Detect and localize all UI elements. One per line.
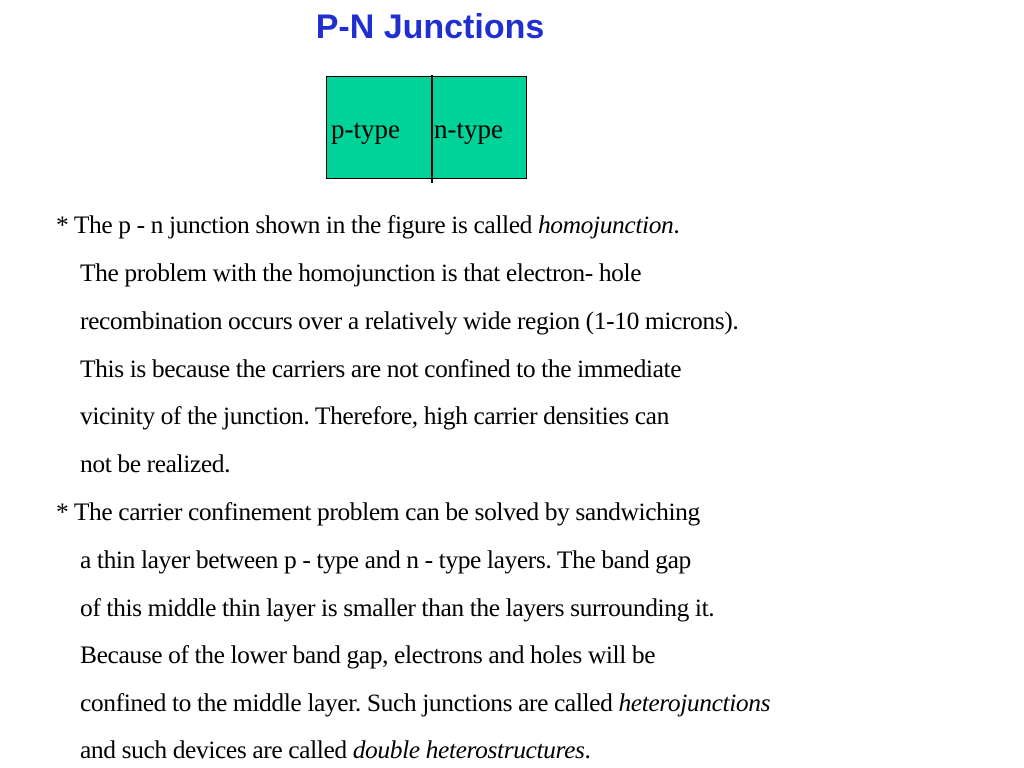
text-segment: and such devices are called (80, 735, 353, 764)
paragraph1-line3: recombination occurs over a relatively wide region (1-10 microns). (80, 306, 739, 335)
emphasis-term: heterojunctions (618, 688, 771, 717)
n-type-label: n-type (434, 114, 503, 144)
text-segment: . (584, 735, 591, 764)
p-type-label: p-type (331, 114, 400, 144)
paragraph1-line6: not be realized. (80, 449, 231, 478)
emphasis-term: double heterostructures (352, 735, 585, 764)
paragraph1-line5: vicinity of the junction. Therefore, high carrier densities can (80, 401, 669, 430)
text-segment: confined to the middle layer. Such junctions are called (80, 688, 619, 717)
paragraph2-line6 (80, 735, 591, 765)
paragraph1-line4: This is because the carriers are not confined to the immediate (80, 354, 682, 383)
paragraph2-line2: a thin layer between p - type and n - type layers. The band gap (80, 545, 691, 574)
text-segment: * The p - n junction shown in the figure is called (56, 210, 538, 239)
paragraph2-line5 (80, 688, 770, 718)
text-segment: . (673, 210, 680, 239)
paragraph1-line1 (56, 210, 679, 240)
page-title: P-N Junctions (315, 8, 545, 46)
paragraph2-line3: of this middle thin layer is smaller than the layers surrounding it. (80, 593, 715, 622)
paragraph2-line1: * The carrier confinement problem can be solved by sandwiching (56, 497, 700, 526)
emphasis-term: homojunction (537, 210, 674, 239)
paragraph2-line4: Because of the lower band gap, electrons and holes will be (80, 640, 656, 669)
paragraph1-line2: The problem with the homojunction is that electron- hole (80, 258, 642, 287)
